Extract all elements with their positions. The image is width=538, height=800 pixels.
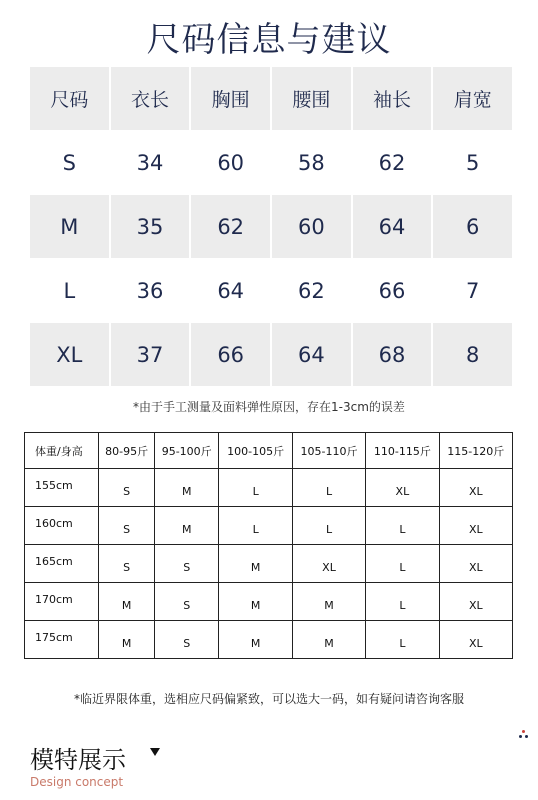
table-cell: L — [63, 278, 76, 303]
model-section-subtitle: Design concept — [30, 775, 124, 789]
table-cell: L — [219, 469, 292, 507]
table-header-row — [25, 433, 513, 469]
table-cell: S — [62, 150, 76, 175]
table-cell: L — [219, 507, 292, 545]
table-cell: S — [154, 621, 219, 659]
table-cell: 60 — [272, 195, 351, 258]
table-cell: M — [99, 583, 155, 621]
table-cell: XL — [30, 323, 109, 386]
header-cell: 95-100斤 — [154, 433, 219, 469]
table-cell: 64 — [217, 278, 245, 303]
header-cell: 肩宽 — [433, 67, 512, 130]
size-table-row — [30, 259, 512, 322]
header-cell: 100-105斤 — [219, 433, 292, 469]
table-cell: L — [366, 507, 439, 545]
table-cell: M — [99, 621, 155, 659]
height-cell: 165cm — [25, 545, 99, 583]
table-cell: XL — [439, 469, 512, 507]
height-cell: 160cm — [25, 507, 99, 545]
table-cell: S — [99, 507, 155, 545]
table-cell: 34 — [136, 150, 164, 175]
table-cell: XL — [439, 583, 512, 621]
table-cell: L — [366, 621, 439, 659]
header-cell: 体重/身高 — [25, 433, 99, 469]
page-title: 尺码信息与建议 — [146, 20, 392, 60]
header-cell: 尺码 — [30, 67, 109, 130]
table-cell: 5 — [466, 150, 480, 175]
size-table-row — [30, 323, 512, 386]
height-cell: 155cm — [25, 469, 99, 507]
table-cell: 6 — [433, 195, 512, 258]
table-cell: S — [99, 545, 155, 583]
table-cell: M — [154, 507, 219, 545]
table-row — [25, 621, 513, 659]
header-cell: 115-120斤 — [439, 433, 512, 469]
table-cell: M — [219, 621, 292, 659]
height-cell: 175cm — [25, 621, 99, 659]
table-cell: 36 — [136, 278, 164, 303]
size-info-table — [30, 67, 512, 387]
table-row — [25, 583, 513, 621]
table-cell: 68 — [353, 323, 432, 386]
sizing-advice-note: *临近界限体重，选相应尺码偏紧致，可以选大一码，如有疑问请咨询客服 — [73, 692, 464, 706]
table-cell: 64 — [272, 323, 351, 386]
table-cell: L — [366, 545, 439, 583]
header-cell: 80-95斤 — [99, 433, 155, 469]
measurement-note: *由于手工测量及面料弹性原因，存在1-3cm的误差 — [133, 400, 405, 414]
table-cell: XL — [292, 545, 365, 583]
table-cell: M — [292, 583, 365, 621]
table-cell: L — [292, 507, 365, 545]
table-cell: S — [154, 583, 219, 621]
table-cell: XL — [439, 545, 512, 583]
table-cell: M — [219, 583, 292, 621]
table-cell: S — [154, 545, 219, 583]
table-row — [25, 507, 513, 545]
table-cell: 35 — [111, 195, 190, 258]
decorative-dots-icon — [519, 730, 531, 742]
table-cell: L — [366, 583, 439, 621]
header-cell: 衣长 — [111, 67, 190, 130]
header-cell: 105-110斤 — [292, 433, 365, 469]
table-cell: 37 — [111, 323, 190, 386]
model-section-title: 模特展示 — [30, 746, 126, 774]
table-cell: L — [292, 469, 365, 507]
table-cell: XL — [439, 507, 512, 545]
table-cell: 62 — [191, 195, 270, 258]
table-cell: M — [154, 469, 219, 507]
header-cell: 110-115斤 — [366, 433, 439, 469]
table-cell: 58 — [297, 150, 325, 175]
table-row — [25, 545, 513, 583]
size-table-row — [30, 131, 512, 194]
header-cell: 胸围 — [191, 67, 270, 130]
size-table-row — [30, 195, 512, 258]
table-row — [25, 469, 513, 507]
table-cell: M — [292, 621, 365, 659]
table-cell: 7 — [466, 278, 480, 303]
height-cell: 170cm — [25, 583, 99, 621]
table-cell: M — [30, 195, 109, 258]
table-cell: 66 — [191, 323, 270, 386]
table-cell: M — [219, 545, 292, 583]
header-cell: 袖长 — [353, 67, 432, 130]
table-cell: 66 — [378, 278, 406, 303]
table-cell: XL — [366, 469, 439, 507]
size-table-header — [30, 67, 512, 130]
table-cell: 64 — [353, 195, 432, 258]
table-cell: S — [99, 469, 155, 507]
table-cell: 62 — [378, 150, 406, 175]
table-cell: 60 — [217, 150, 245, 175]
triangle-down-icon — [150, 748, 160, 756]
table-cell: XL — [439, 621, 512, 659]
table-cell: 62 — [297, 278, 325, 303]
header-cell: 腰围 — [272, 67, 351, 130]
table-cell: 8 — [433, 323, 512, 386]
weight-height-table — [24, 432, 513, 659]
